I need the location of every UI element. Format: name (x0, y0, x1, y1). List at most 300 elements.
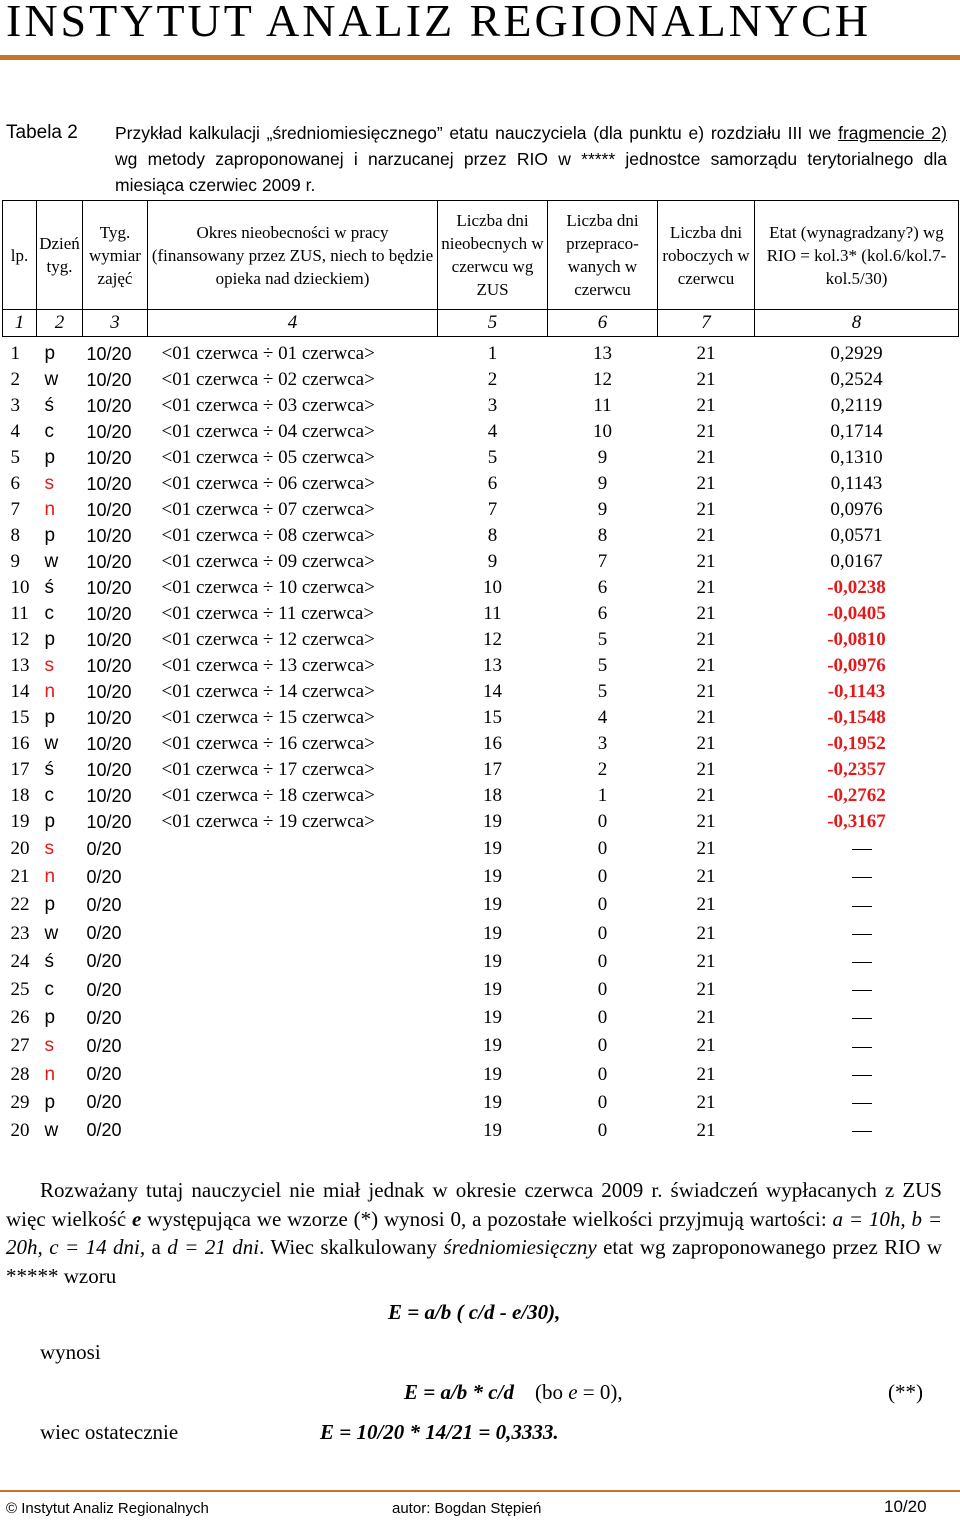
table-row (3, 679, 959, 705)
row-worked-days: 12 (593, 369, 612, 390)
row-etat-dash (852, 906, 872, 907)
row-day: w (44, 733, 59, 754)
row-weekly-hours: 0/20 (86, 1007, 122, 1028)
table-row (3, 419, 959, 445)
row-worked-days: 10 (593, 421, 612, 442)
row-etat (755, 1032, 959, 1060)
row-worked-days: 5 (597, 655, 608, 676)
row-absent-days: 15 (483, 707, 502, 728)
row-absent-days: 18 (483, 785, 502, 806)
row-weekly-hours: 10/20 (86, 551, 132, 572)
table-row (3, 549, 959, 575)
row-worked-days: 0 (597, 1035, 608, 1057)
row-working-days: 21 (696, 1007, 716, 1029)
row-working-days: 21 (696, 1091, 716, 1113)
row-working-days: 21 (696, 655, 716, 676)
row-absent-days: 6 (487, 473, 498, 494)
row-weekly-hours: 10/20 (86, 577, 132, 598)
table-header-row (3, 201, 959, 310)
row-working-days: 21 (696, 811, 716, 832)
row-lp: 27 (10, 1035, 30, 1057)
row-working-days: 21 (696, 1035, 716, 1057)
row-working-days: 21 (696, 1119, 716, 1141)
table-row (3, 471, 959, 497)
row-weekly-hours: 10/20 (86, 759, 132, 780)
row-worked-days: 11 (593, 395, 612, 416)
row-working-days: 21 (696, 473, 716, 494)
row-absence-period: <01 czerwca ÷ 15 czerwca> (161, 707, 375, 728)
para-text: a (145, 1235, 168, 1259)
row-worked-days: 8 (597, 525, 608, 546)
row-absence-period: <01 czerwca ÷ 04 czerwca> (161, 421, 375, 442)
row-lp: 13 (10, 655, 30, 676)
row-absent-days: 19 (483, 811, 502, 832)
row-absence-period: <01 czerwca ÷ 14 czerwca> (161, 681, 375, 702)
row-day: p (44, 1007, 56, 1029)
row-working-days: 21 (696, 894, 716, 916)
row-weekly-hours: 10/20 (86, 369, 132, 390)
row-absence-period (148, 1004, 438, 1032)
row-etat (755, 948, 959, 976)
column-number: 4 (148, 310, 438, 337)
table-row (3, 863, 959, 891)
row-day: s (44, 1035, 54, 1057)
column-number: 8 (755, 310, 959, 337)
row-worked-days: 0 (597, 950, 608, 972)
row-absence-period (148, 1061, 438, 1089)
row-worked-days: 1 (597, 785, 608, 806)
row-day: w (44, 922, 59, 944)
row-lp: 28 (10, 1063, 30, 1085)
header-absence-period: Okres nieobecności w pracy (finansowany przez ZUS, niech to będzie opieka nad dzieckiem) (148, 201, 438, 310)
row-lp: 14 (10, 681, 30, 702)
formula-number: (**) (888, 1380, 923, 1404)
row-etat (755, 920, 959, 948)
row-absent-days: 4 (487, 421, 498, 442)
row-lp: 22 (10, 894, 30, 916)
row-lp: 26 (10, 1007, 30, 1029)
row-worked-days: 0 (597, 1063, 608, 1085)
row-working-days: 21 (696, 681, 716, 702)
header-etat: Etat (wynagradzany?) wg RIO = kol.3* (kol.6/kol.7-kol.5/30) (755, 201, 959, 310)
row-etat (755, 891, 959, 919)
column-number: 6 (548, 310, 658, 337)
row-working-days: 21 (696, 733, 716, 754)
row-day: c (44, 979, 54, 1001)
column-number-row (3, 310, 959, 337)
formula-result: E = 10/20 * 14/21 = 0,3333. (320, 1420, 559, 1444)
row-absent-days: 1 (487, 343, 498, 364)
caption-label: Tabela 2 (6, 122, 78, 143)
row-lp: 4 (10, 421, 20, 442)
row-etat-dash (852, 1131, 872, 1132)
row-absence-period: <01 czerwca ÷ 13 czerwca> (161, 655, 375, 676)
row-working-days: 21 (696, 447, 716, 468)
row-day: n (44, 499, 56, 520)
row-lp: 18 (10, 785, 30, 806)
row-absence-period: <01 czerwca ÷ 08 czerwca> (161, 525, 375, 546)
row-etat (755, 835, 959, 863)
row-weekly-hours: 10/20 (86, 473, 132, 494)
para-text: występująca we wzorze (*) wynosi 0, a pozostałe wielkości przyjmują wartości: (141, 1206, 833, 1231)
para-text: Rozważany tutaj nauczyciel nie miał jednak w okresie czerwca 2009 r. świadczeń wypłacanych z ZUS więc wielkość (6, 1178, 942, 1231)
table-row (3, 445, 959, 471)
table-row (3, 891, 959, 919)
row-working-days: 21 (696, 922, 716, 944)
table-row (3, 1117, 959, 1145)
table-row (3, 809, 959, 835)
formula-note: = 0), (577, 1380, 623, 1404)
row-working-days: 21 (696, 577, 716, 598)
row-worked-days: 0 (597, 922, 608, 944)
row-etat (755, 1004, 959, 1032)
row-absent-days: 19 (483, 1091, 502, 1113)
row-day: p (44, 343, 56, 364)
row-working-days: 21 (696, 838, 716, 860)
header-worked-days: Liczba dni przepraco-wanych w czerwcu (548, 201, 658, 310)
header-lp: lp. (3, 201, 37, 310)
row-working-days: 21 (696, 525, 716, 546)
row-absent-days: 17 (483, 759, 502, 780)
row-absent-days: 19 (483, 894, 502, 916)
row-absence-period: <01 czerwca ÷ 05 czerwca> (161, 447, 375, 468)
row-weekly-hours: 10/20 (86, 343, 132, 364)
row-day: s (44, 838, 54, 860)
row-day: ś (44, 395, 54, 416)
row-absence-period (148, 891, 438, 919)
formula-simplified-main: E = a/b * c/d (404, 1380, 514, 1404)
row-etat: 0,0976 (830, 499, 883, 520)
row-absent-days: 2 (487, 369, 498, 390)
table-row (3, 627, 959, 653)
row-etat: -0,0976 (827, 655, 886, 676)
row-weekly-hours: 10/20 (86, 525, 132, 546)
row-day: p (44, 629, 56, 650)
row-absent-days: 19 (483, 1007, 502, 1029)
row-absent-days: 16 (483, 733, 502, 754)
row-lp: 8 (10, 525, 20, 546)
row-absence-period (148, 863, 438, 891)
row-etat-dash (852, 962, 872, 963)
row-etat (755, 1117, 959, 1145)
row-absence-period: <01 czerwca ÷ 10 czerwca> (161, 577, 375, 598)
row-working-days: 21 (696, 979, 716, 1001)
table-row (3, 705, 959, 731)
row-day: w (44, 551, 59, 572)
row-absence-period (148, 920, 438, 948)
table-body (3, 341, 959, 1145)
row-day: p (44, 1091, 56, 1113)
row-lp: 19 (10, 811, 30, 832)
table-row (3, 757, 959, 783)
row-weekly-hours: 10/20 (86, 499, 132, 520)
table-row (3, 731, 959, 757)
row-absence-period: <01 czerwca ÷ 03 czerwca> (161, 395, 375, 416)
footer-page-number: 10/20 (884, 1497, 927, 1516)
row-absent-days: 13 (483, 655, 502, 676)
row-working-days: 21 (696, 499, 716, 520)
header-day: Dzień tyg. (37, 201, 83, 310)
calculation-table (2, 200, 959, 1145)
row-weekly-hours: 0/20 (86, 838, 122, 859)
row-etat: 0,0571 (830, 525, 883, 546)
row-worked-days: 0 (597, 1119, 608, 1141)
column-number: 5 (438, 310, 548, 337)
row-etat: -0,2357 (827, 759, 886, 780)
text-wynosi: wynosi (40, 1340, 101, 1364)
row-lp: 6 (10, 473, 20, 494)
row-absent-days: 19 (483, 950, 502, 972)
header-divider (0, 55, 960, 60)
row-weekly-hours: 0/20 (86, 1120, 122, 1141)
row-absent-days: 11 (483, 603, 502, 624)
row-absent-days: 19 (483, 1035, 502, 1057)
row-worked-days: 2 (597, 759, 608, 780)
row-absent-days: 14 (483, 681, 502, 702)
row-etat: 0,1143 (830, 473, 883, 494)
footer-copyright: © Instytut Analiz Regionalnych (6, 1500, 209, 1517)
table-row (3, 601, 959, 627)
para-var-e: e (132, 1206, 142, 1231)
row-etat (755, 1061, 959, 1089)
table-row (3, 835, 959, 863)
row-weekly-hours: 10/20 (86, 811, 132, 832)
row-weekly-hours: 0/20 (86, 1035, 122, 1056)
row-lp: 12 (10, 629, 30, 650)
para-text: etat wg zaproponowanego przez RIO w ***** wzoru (6, 1235, 942, 1288)
row-day: ś (44, 950, 54, 972)
row-worked-days: 0 (597, 866, 608, 888)
row-weekly-hours: 0/20 (86, 951, 122, 972)
row-absent-days: 10 (483, 577, 502, 598)
row-etat: -0,3167 (827, 811, 886, 832)
row-day: c (44, 785, 54, 806)
row-etat: -0,1548 (827, 707, 886, 728)
row-day: p (44, 447, 56, 468)
row-etat-dash (852, 877, 872, 878)
row-absent-days: 19 (483, 1063, 502, 1085)
row-lp: 3 (10, 395, 20, 416)
row-working-days: 21 (696, 866, 716, 888)
row-absence-period (148, 948, 438, 976)
header-absent-days: Liczba dni nieobecnych w czerwcu wg ZUS (438, 201, 548, 310)
row-absent-days: 12 (483, 629, 502, 650)
row-working-days: 21 (696, 603, 716, 624)
row-worked-days: 0 (597, 1091, 608, 1113)
row-lp: 7 (10, 499, 20, 520)
row-etat-dash (852, 934, 872, 935)
row-absence-period (148, 1089, 438, 1117)
table-row (3, 1061, 959, 1089)
row-working-days: 21 (696, 785, 716, 806)
table-row (3, 497, 959, 523)
table-row (3, 920, 959, 948)
row-lp: 2 (10, 369, 20, 390)
row-lp: 23 (10, 922, 30, 944)
row-absence-period (148, 976, 438, 1004)
row-working-days: 21 (696, 421, 716, 442)
row-etat: -0,0238 (827, 577, 886, 598)
row-absent-days: 8 (487, 525, 498, 546)
row-weekly-hours: 10/20 (86, 629, 132, 650)
row-lp: 20 (10, 1119, 30, 1141)
row-absent-days: 3 (487, 395, 498, 416)
row-etat (755, 976, 959, 1004)
row-etat: -0,1952 (827, 733, 886, 754)
row-day: s (44, 473, 54, 494)
row-day: n (44, 1063, 56, 1085)
row-weekly-hours: 0/20 (86, 894, 122, 915)
caption-text-a: Przykład kalkulacji „średniomiesięcznego” etatu nauczyciela (dla punktu e) rozdziału III we (115, 123, 839, 143)
table-row (3, 1004, 959, 1032)
row-etat: -0,1143 (827, 681, 886, 702)
row-absence-period: <01 czerwca ÷ 12 czerwca> (161, 629, 375, 650)
row-weekly-hours: 10/20 (86, 785, 132, 806)
table-row (3, 367, 959, 393)
table-row (3, 523, 959, 549)
row-day: ś (44, 759, 54, 780)
row-working-days: 21 (696, 551, 716, 572)
table-row (3, 948, 959, 976)
row-weekly-hours: 10/20 (86, 447, 132, 468)
row-worked-days: 0 (597, 811, 608, 832)
row-etat (755, 863, 959, 891)
row-lp: 24 (10, 950, 30, 972)
row-weekly-hours: 0/20 (86, 1064, 122, 1085)
row-weekly-hours: 10/20 (86, 395, 132, 416)
row-absence-period: <01 czerwca ÷ 18 czerwca> (161, 785, 375, 806)
row-absent-days: 19 (483, 922, 502, 944)
formula-general: E = a/b ( c/d - e/30), (388, 1300, 561, 1324)
row-lp: 9 (10, 551, 20, 572)
text-wiec: wiec ostatecznie (40, 1420, 179, 1444)
row-absence-period: <01 czerwca ÷ 11 czerwca> (161, 603, 375, 624)
row-etat: 0,2929 (830, 343, 883, 364)
row-absent-days: 5 (487, 447, 498, 468)
column-number: 1 (3, 310, 37, 337)
row-absence-period: <01 czerwca ÷ 19 czerwca> (161, 811, 375, 832)
row-day: ś (44, 577, 54, 598)
row-working-days: 21 (696, 1063, 716, 1085)
formula-note: (bo (513, 1380, 569, 1404)
row-weekly-hours: 10/20 (86, 733, 132, 754)
row-etat-dash (852, 1018, 872, 1019)
row-worked-days: 7 (597, 551, 608, 572)
row-weekly-hours: 0/20 (86, 923, 122, 944)
row-day: p (44, 707, 56, 728)
footer-divider (0, 1490, 960, 1492)
row-worked-days: 4 (597, 707, 608, 728)
para-term: średniomiesięczny (443, 1235, 597, 1259)
row-day: p (44, 894, 56, 916)
row-absent-days: 19 (483, 838, 502, 860)
row-day: c (44, 603, 54, 624)
header-weekly-hours: Tyg. wymiar zajęć (83, 201, 148, 310)
row-absent-days: 19 (483, 1119, 502, 1141)
column-number: 2 (37, 310, 83, 337)
row-lp: 5 (10, 447, 20, 468)
para-value-d: d = 21 dni (167, 1235, 260, 1259)
para-text: . Wiec skalkulowany (259, 1235, 444, 1259)
row-absence-period: <01 czerwca ÷ 02 czerwca> (161, 369, 375, 390)
row-working-days: 21 (696, 707, 716, 728)
caption-text (115, 120, 947, 198)
row-etat-dash (852, 1075, 872, 1076)
row-weekly-hours: 10/20 (86, 655, 132, 676)
row-etat-dash (852, 1103, 872, 1104)
row-worked-days: 9 (597, 499, 608, 520)
row-worked-days: 0 (597, 838, 608, 860)
row-etat-dash (852, 849, 872, 850)
row-etat: 0,2119 (830, 395, 883, 416)
row-working-days: 21 (696, 395, 716, 416)
column-number: 3 (83, 310, 148, 337)
row-lp: 16 (10, 733, 30, 754)
row-lp: 25 (10, 979, 30, 1001)
row-absence-period (148, 1032, 438, 1060)
row-absence-period: <01 czerwca ÷ 17 czerwca> (161, 759, 375, 780)
row-lp: 10 (10, 577, 30, 598)
row-lp: 20 (10, 838, 30, 860)
row-weekly-hours: 10/20 (86, 707, 132, 728)
table-row (3, 393, 959, 419)
table-row (3, 575, 959, 601)
row-day: c (44, 421, 54, 442)
row-working-days: 21 (696, 950, 716, 972)
page-header-title: INSTYTUT ANALIZ REGIONALNYCH (6, 0, 872, 46)
row-etat: 0,2524 (830, 369, 883, 390)
row-working-days: 21 (696, 759, 716, 780)
row-absence-period (148, 835, 438, 863)
row-worked-days: 5 (597, 681, 608, 702)
row-weekly-hours: 0/20 (86, 1092, 122, 1113)
row-absence-period: <01 czerwca ÷ 09 czerwca> (161, 551, 375, 572)
row-worked-days: 0 (597, 1007, 608, 1029)
row-etat-dash (852, 990, 872, 991)
row-absence-period: <01 czerwca ÷ 01 czerwca> (161, 343, 375, 364)
formula-simplified (404, 1380, 623, 1405)
row-etat: -0,0810 (827, 629, 886, 650)
row-worked-days: 6 (597, 577, 608, 598)
column-number: 7 (658, 310, 755, 337)
row-lp: 11 (10, 603, 29, 624)
row-worked-days: 9 (597, 447, 608, 468)
row-absent-days: 19 (483, 866, 502, 888)
table-row (3, 653, 959, 679)
row-absence-period: <01 czerwca ÷ 06 czerwca> (161, 473, 375, 494)
row-weekly-hours: 10/20 (86, 681, 132, 702)
row-absent-days: 9 (487, 551, 498, 572)
table-row (3, 1032, 959, 1060)
table-row (3, 783, 959, 809)
table-row (3, 1089, 959, 1117)
body-paragraph (6, 1176, 942, 1290)
row-absence-period: <01 czerwca ÷ 16 czerwca> (161, 733, 375, 754)
row-etat (755, 1089, 959, 1117)
row-etat: 0,1714 (830, 421, 883, 442)
footer-author: autor: Bogdan Stępień (392, 1500, 542, 1517)
row-etat-dash (852, 1047, 872, 1048)
row-worked-days: 5 (597, 629, 608, 650)
row-working-days: 21 (696, 369, 716, 390)
row-etat: 0,1310 (830, 447, 883, 468)
row-day: s (44, 655, 54, 676)
row-absent-days: 19 (483, 979, 502, 1001)
row-worked-days: 3 (597, 733, 608, 754)
row-day: p (44, 525, 56, 546)
row-day: n (44, 866, 56, 888)
row-weekly-hours: 0/20 (86, 979, 122, 1000)
